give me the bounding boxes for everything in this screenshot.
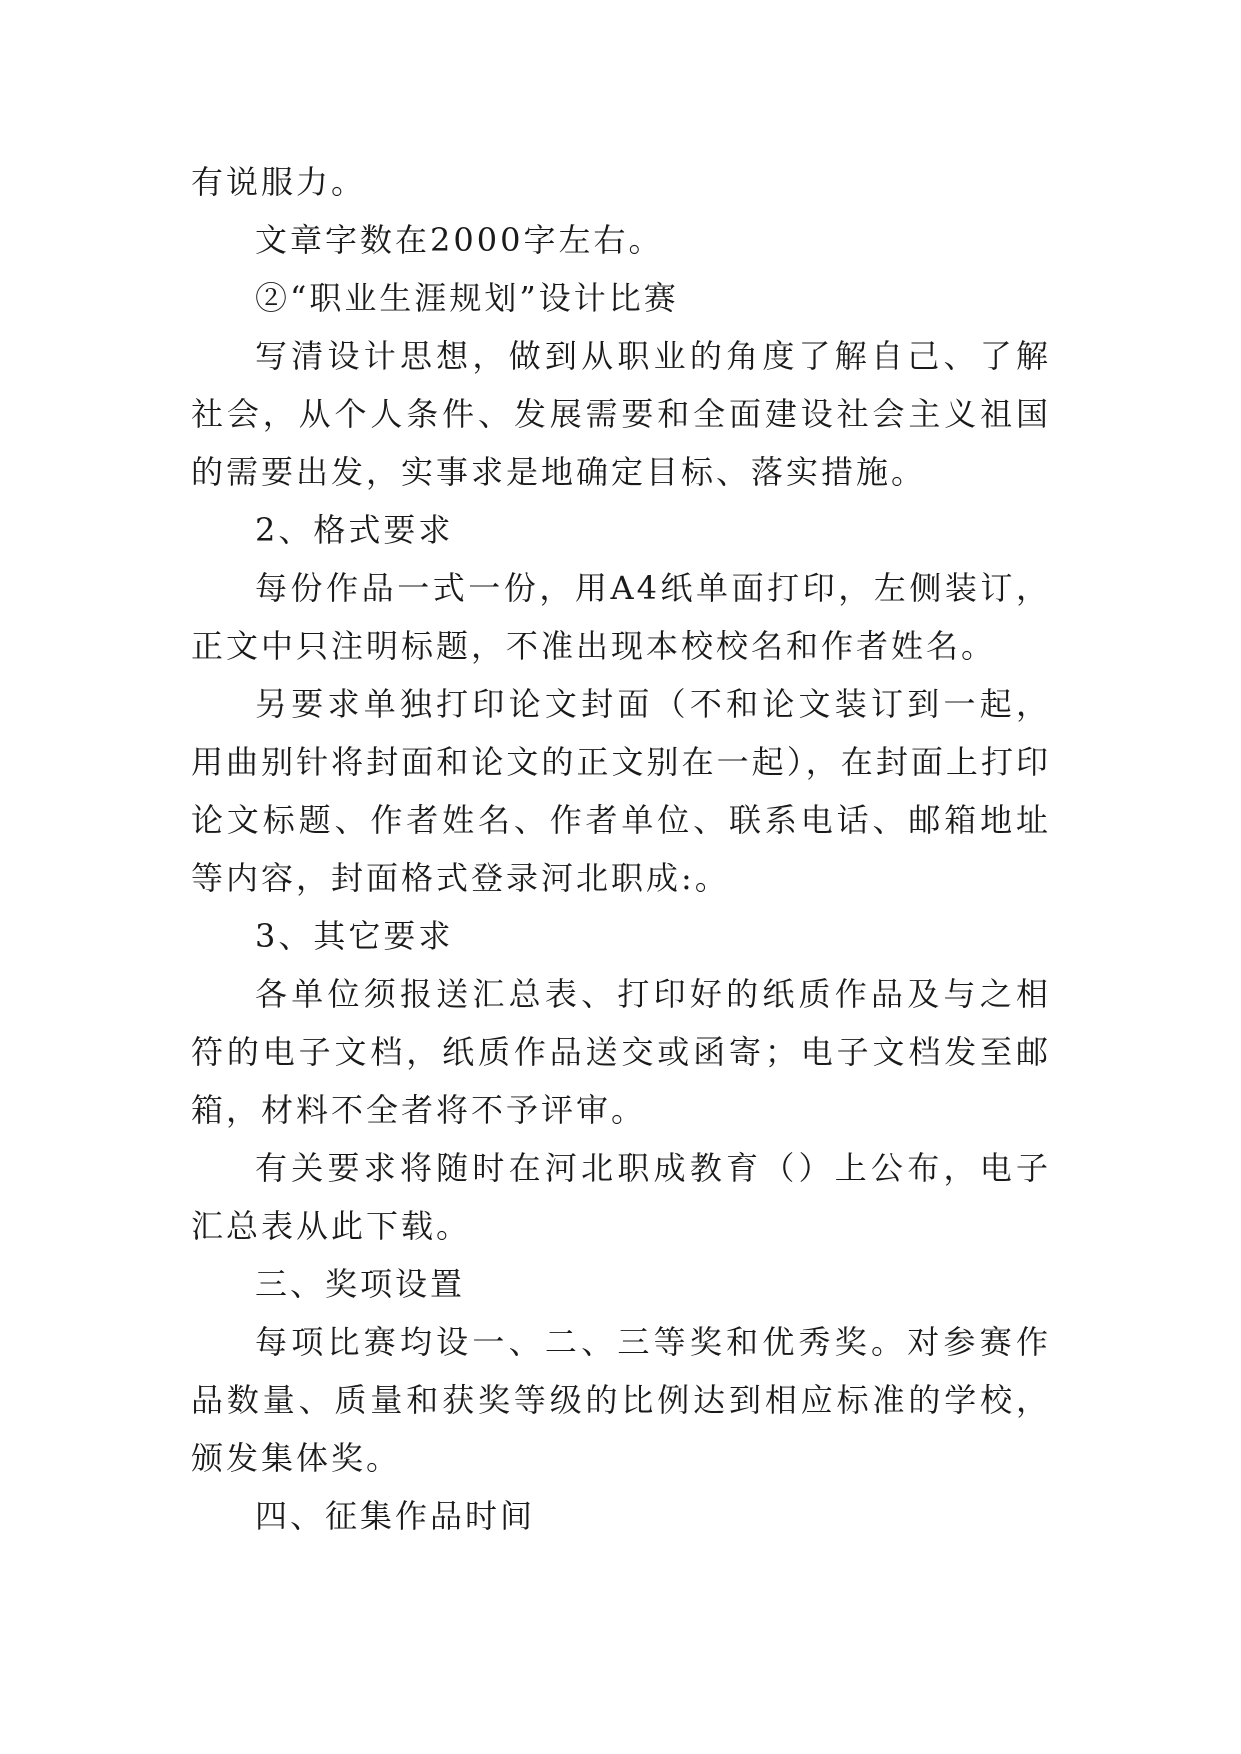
document-body [191, 153, 1051, 1545]
paragraph-awards-body: 每项比赛均设一、二、三等奖和优秀奖。对参赛作品数量、质量和获奖等级的比例达到相应标准的学校，颁发集体奖。 [191, 1323, 1051, 1477]
paragraph-format-body: 每份作品一式一份，用A4纸单面打印，左侧装订，正文中只注明标题，不准出现本校校名和作者姓名。 [191, 569, 1051, 665]
paragraph-cover-requirements: 另要求单独打印论文封面（不和论文装订到一起，用曲别针将封面和论文的正文别在一起），在封面上打印论文标题、作者姓名、作者单位、联系电话、邮箱地址等内容，封面格式登录河北职成:。 [191, 685, 1051, 897]
paragraph-career-planning-body: 写清设计思想，做到从职业的角度了解自己、了解社会，从个人条件、发展需要和全面建设社会主义祖国的需要出发，实事求是地确定目标、落实措施。 [191, 337, 1051, 491]
paragraph-continuation: 有说服力。 [191, 163, 367, 201]
paragraph-career-planning-heading: ②“职业生涯规划”设计比赛 [255, 279, 679, 317]
heading-format-requirements: 2、格式要求 [255, 511, 454, 549]
paragraph-submission: 各单位须报送汇总表、打印好的纸质作品及与之相符的电子文档，纸质作品送交或函寄；电子文档发至邮箱，材料不全者将不予评审。 [191, 975, 1051, 1129]
heading-collection-time: 四、征集作品时间 [255, 1497, 536, 1535]
heading-other-requirements: 3、其它要求 [255, 917, 454, 955]
paragraph-announcement: 有关要求将随时在河北职成教育（）上公布，电子汇总表从此下载。 [191, 1149, 1051, 1245]
paragraph-word-count: 文章字数在2000字左右。 [255, 221, 664, 259]
heading-awards: 三、奖项设置 [255, 1265, 466, 1303]
